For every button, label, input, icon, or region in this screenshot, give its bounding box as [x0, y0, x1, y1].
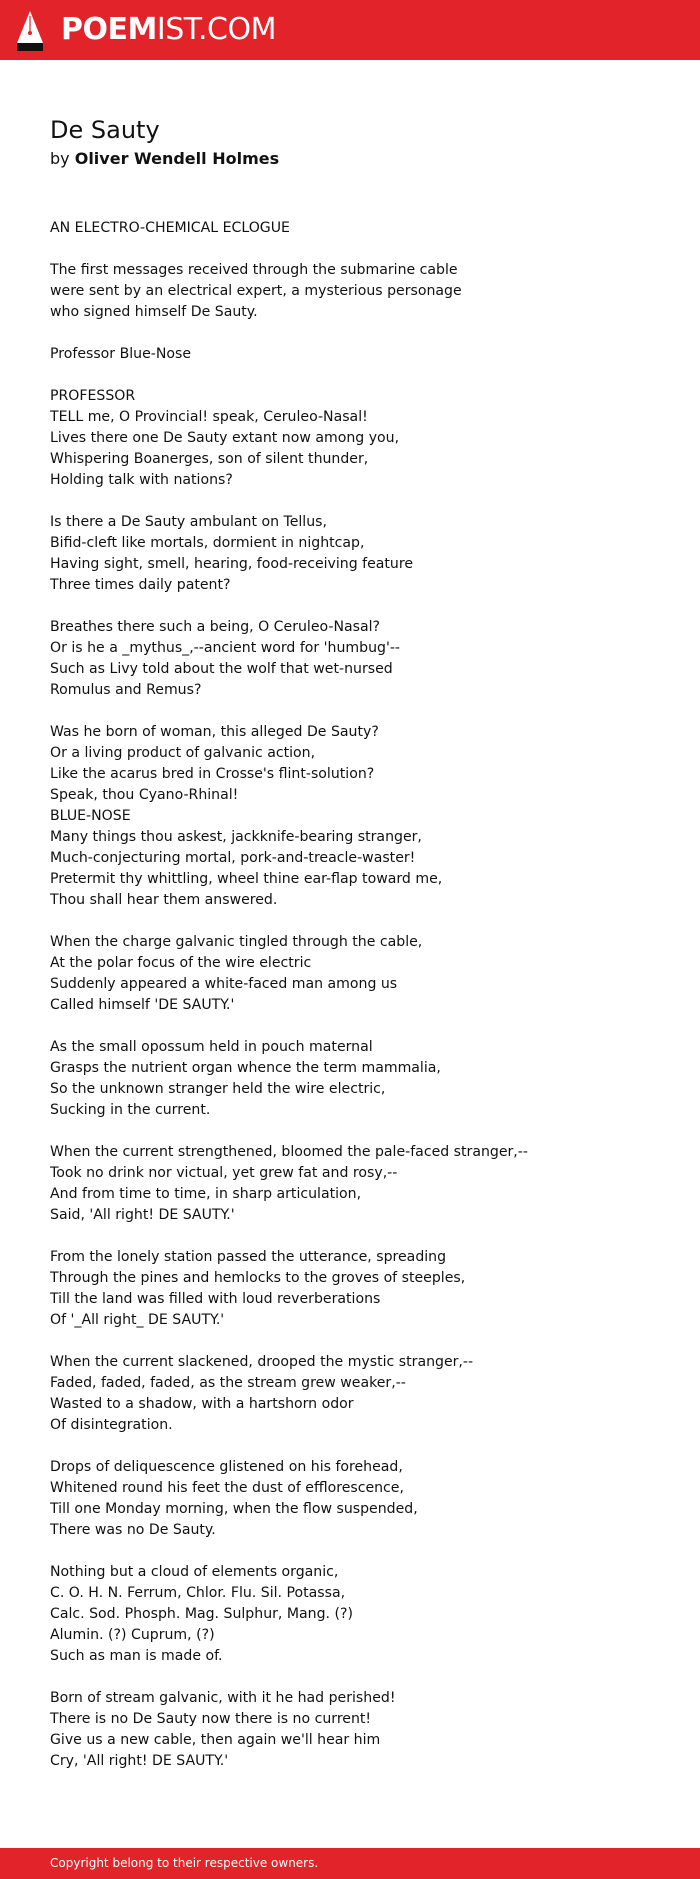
stanza-break	[50, 491, 650, 512]
poem-line: When the charge galvanic tingled through the cable,	[50, 934, 423, 950]
poem-line: Bifid-cleft like mortals, dormient in nightcap,	[50, 535, 365, 551]
poem-line: Is there a De Sauty ambulant on Tellus,	[50, 514, 327, 530]
stanza-break	[50, 596, 650, 617]
author-name: Oliver Wendell Holmes	[74, 149, 280, 168]
poem-line: As the small opossum held in pouch maternal	[50, 1039, 373, 1055]
poem-line: Three times daily patent?	[50, 577, 231, 593]
poem-line: Holding talk with nations?	[50, 472, 233, 488]
poem-line: Pretermit thy whittling, wheel thine ear-flap toward me,	[50, 871, 443, 887]
stanza-break	[50, 1016, 650, 1037]
poem-line: Nothing but a cloud of elements organic,	[50, 1564, 339, 1580]
poem-line: Cry, 'All right! DE SAUTY.'	[50, 1753, 229, 1769]
poem-line: Give us a new cable, then again we'll hear him	[50, 1732, 381, 1748]
poem-line: When the current slackened, drooped the mystic stranger,--	[50, 1354, 474, 1370]
poem-line: So the unknown stranger held the wire electric,	[50, 1081, 386, 1097]
stanza-break	[50, 1436, 650, 1457]
poem-line: Of disintegration.	[50, 1417, 173, 1433]
poem-line: Of '_All right_ DE SAUTY.'	[50, 1312, 225, 1328]
poem-line: who signed himself De Sauty.	[50, 304, 258, 320]
site-logo[interactable]	[61, 8, 276, 52]
poem-line: were sent by an electrical expert, a mysterious personage	[50, 283, 462, 299]
poem-line: Through the pines and hemlocks to the groves of steeples,	[50, 1270, 466, 1286]
stanza-break	[50, 323, 650, 344]
poem-line: BLUE-NOSE	[50, 808, 131, 824]
poem-line: Grasps the nutrient organ whence the term mammalia,	[50, 1060, 441, 1076]
poem-line: Drops of deliquescence glistened on his forehead,	[50, 1459, 403, 1475]
poem-line: At the polar focus of the wire electric	[50, 955, 312, 971]
stanza-break	[50, 1667, 650, 1688]
poem-line: Till the land was filled with loud reverberations	[50, 1291, 381, 1307]
poem-line: Breathes there such a being, O Ceruleo-Nasal?	[50, 619, 381, 635]
stanza-break	[50, 1226, 650, 1247]
stanza-break	[50, 1331, 650, 1352]
poem-line: Said, 'All right! DE SAUTY.'	[50, 1207, 235, 1223]
stanza-break	[50, 911, 650, 932]
poem-byline	[50, 148, 279, 170]
fountain-pen-nib-icon[interactable]	[16, 10, 44, 52]
poem-line: Such as man is made of.	[50, 1648, 223, 1664]
poem-line: Calc. Sod. Phosph. Mag. Sulphur, Mang. (?)	[50, 1606, 353, 1622]
poem-line: Took no drink nor victual, yet grew fat and rosy,--	[50, 1165, 398, 1181]
poem-line: C. O. H. N. Ferrum, Chlor. Flu. Sil. Potassa,	[50, 1585, 346, 1601]
poem-line: Or a living product of galvanic action,	[50, 745, 316, 761]
poem-line: Like the acarus bred in Crosse's flint-solution?	[50, 766, 375, 782]
poem-line: Such as Livy told about the wolf that wet-nursed	[50, 661, 393, 677]
poem-line: Romulus and Remus?	[50, 682, 202, 698]
poem-line: There was no De Sauty.	[50, 1522, 216, 1538]
poem-line: Called himself 'DE SAUTY.'	[50, 997, 235, 1013]
poem-line: AN ELECTRO-CHEMICAL ECLOGUE	[50, 220, 290, 236]
poem-line: Till one Monday morning, when the flow suspended,	[50, 1501, 418, 1517]
poem-line: Lives there one De Sauty extant now among you,	[50, 430, 400, 446]
poem-line: There is no De Sauty now there is no current!	[50, 1711, 372, 1727]
poem-line: Whitened round his feet the dust of efflorescence,	[50, 1480, 404, 1496]
poem-line: Alumin. (?) Cuprum, (?)	[50, 1627, 215, 1643]
stanza-break	[50, 1121, 650, 1142]
poem-line: PROFESSOR	[50, 388, 136, 404]
poem-line: Speak, thou Cyano-Rhinal!	[50, 787, 239, 803]
stanza-break	[50, 365, 650, 386]
poem-line: And from time to time, in sharp articulation,	[50, 1186, 362, 1202]
poem-line: Born of stream galvanic, with it he had perished!	[50, 1690, 396, 1706]
poem-line: Faded, faded, faded, as the stream grew weaker,--	[50, 1375, 406, 1391]
stanza-break	[50, 1541, 650, 1562]
poem-title: De Sauty	[50, 116, 160, 144]
poem-line: The first messages received through the submarine cable	[50, 262, 458, 278]
poem-line: Whispering Boanerges, son of silent thunder,	[50, 451, 369, 467]
logo-light-text: IST.COM	[156, 12, 276, 47]
poem-line: Professor Blue-Nose	[50, 346, 192, 362]
poem-line: Sucking in the current.	[50, 1102, 211, 1118]
stanza-break	[50, 239, 650, 260]
poem-line: Many things thou askest, jackknife-bearing stranger,	[50, 829, 422, 845]
poem-line: Suddenly appeared a white-faced man among us	[50, 976, 398, 992]
copyright-text: Copyright belong to their respective owners.	[50, 1856, 319, 1870]
poem-line: When the current strengthened, bloomed the pale-faced stranger,--	[50, 1144, 528, 1160]
site-footer	[0, 1848, 700, 1879]
poem-line: From the lonely station passed the utterance, spreading	[50, 1249, 447, 1265]
poem-body	[50, 218, 650, 1772]
poem-line: Much-conjecturing mortal, pork-and-treacle-waster!	[50, 850, 416, 866]
poem-line: Having sight, smell, hearing, food-receiving feature	[50, 556, 414, 572]
logo-bold-text: POEM	[61, 12, 157, 47]
poem-line: TELL me, O Provincial! speak, Ceruleo-Nasal!	[50, 409, 368, 425]
poem-line: Thou shall hear them answered.	[50, 892, 278, 908]
poem-line: Or is he a _mythus_,--ancient word for 'humbug'--	[50, 640, 401, 656]
poem-line: Wasted to a shadow, with a hartshorn odor	[50, 1396, 354, 1412]
stanza-break	[50, 701, 650, 722]
site-header	[0, 0, 700, 60]
by-label: by	[50, 149, 70, 168]
poem-line: Was he born of woman, this alleged De Sauty?	[50, 724, 379, 740]
